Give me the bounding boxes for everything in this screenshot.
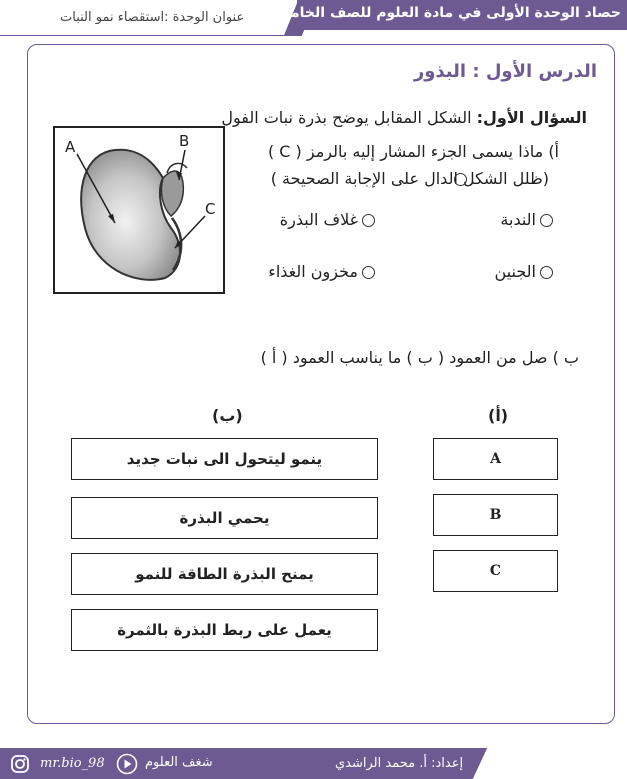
channel-name[interactable]: شغف العلوم xyxy=(145,755,213,770)
question1-part-a: أ) ماذا يسمى الجزء المشار إليه بالرمز ( C ) xyxy=(267,142,559,161)
header-banner-title: حصاد الوحدة الأولى في مادة العلوم للصف الخامس xyxy=(271,5,621,21)
option-embryo[interactable] xyxy=(495,262,557,281)
option-seed-coat[interactable] xyxy=(280,210,379,229)
question-b-text: ب ) صل من العمود ( ب ) ما يناسب العمود ( أ ) xyxy=(260,348,579,367)
label-A: A xyxy=(65,138,76,156)
label-C: C xyxy=(205,200,216,218)
option-label: غلاف البذرة xyxy=(279,210,358,229)
hint-text: (ظلل الشكل الدال على الإجابة الصحيحة ) xyxy=(270,169,549,188)
question1-label: السؤال الأول: xyxy=(476,108,587,127)
column-a-header: (أ) xyxy=(488,406,509,425)
question1-stem xyxy=(221,108,587,127)
play-icon[interactable] xyxy=(116,753,138,775)
radio-circle-icon[interactable] xyxy=(362,214,375,227)
hint-circle-icon xyxy=(454,173,467,186)
match-a-item-C[interactable]: C xyxy=(433,550,558,592)
label-B: B xyxy=(179,132,190,150)
match-b-item-2[interactable]: يحمي البذرة xyxy=(71,497,378,539)
match-a-item-A[interactable]: A xyxy=(433,438,558,480)
header-divider xyxy=(0,35,290,36)
radio-circle-icon[interactable] xyxy=(540,214,553,227)
seed-figure xyxy=(53,126,225,294)
radio-circle-icon[interactable] xyxy=(540,266,553,279)
instagram-handle[interactable]: mr.bio_98 xyxy=(40,756,105,771)
instagram-icon[interactable] xyxy=(10,754,30,774)
option-label: الندبة xyxy=(500,210,536,229)
match-b-item-3[interactable]: يمنح البذرة الطاقة للنمو xyxy=(71,553,378,595)
question1-hint xyxy=(271,169,549,188)
lesson-title: الدرس الأول : البذور xyxy=(413,61,597,82)
match-b-item-1[interactable]: ينمو ليتحول الى نبات جديد xyxy=(71,438,378,480)
radio-circle-icon[interactable] xyxy=(362,266,375,279)
bean-seed-diagram xyxy=(55,128,223,292)
author-credit: إعداد: أ. محمد الراشدي xyxy=(335,756,464,771)
page-footer xyxy=(0,748,627,779)
page-header xyxy=(0,0,627,36)
unit-title: عنوان الوحدة :استقصاء نمو النبات xyxy=(60,10,245,25)
match-b-item-4[interactable]: يعمل على ربط البذرة بالثمرة xyxy=(71,609,378,651)
match-a-item-B[interactable]: B xyxy=(433,494,558,536)
option-label: الجنين xyxy=(494,262,536,281)
option-hilum[interactable] xyxy=(500,210,557,229)
option-food-storage[interactable] xyxy=(268,262,379,281)
question1-text: الشكل المقابل يوضح بذرة نبات الفول xyxy=(221,108,472,127)
option-label: مخزون الغذاء xyxy=(268,262,358,281)
column-b-header: (ب) xyxy=(212,406,243,425)
